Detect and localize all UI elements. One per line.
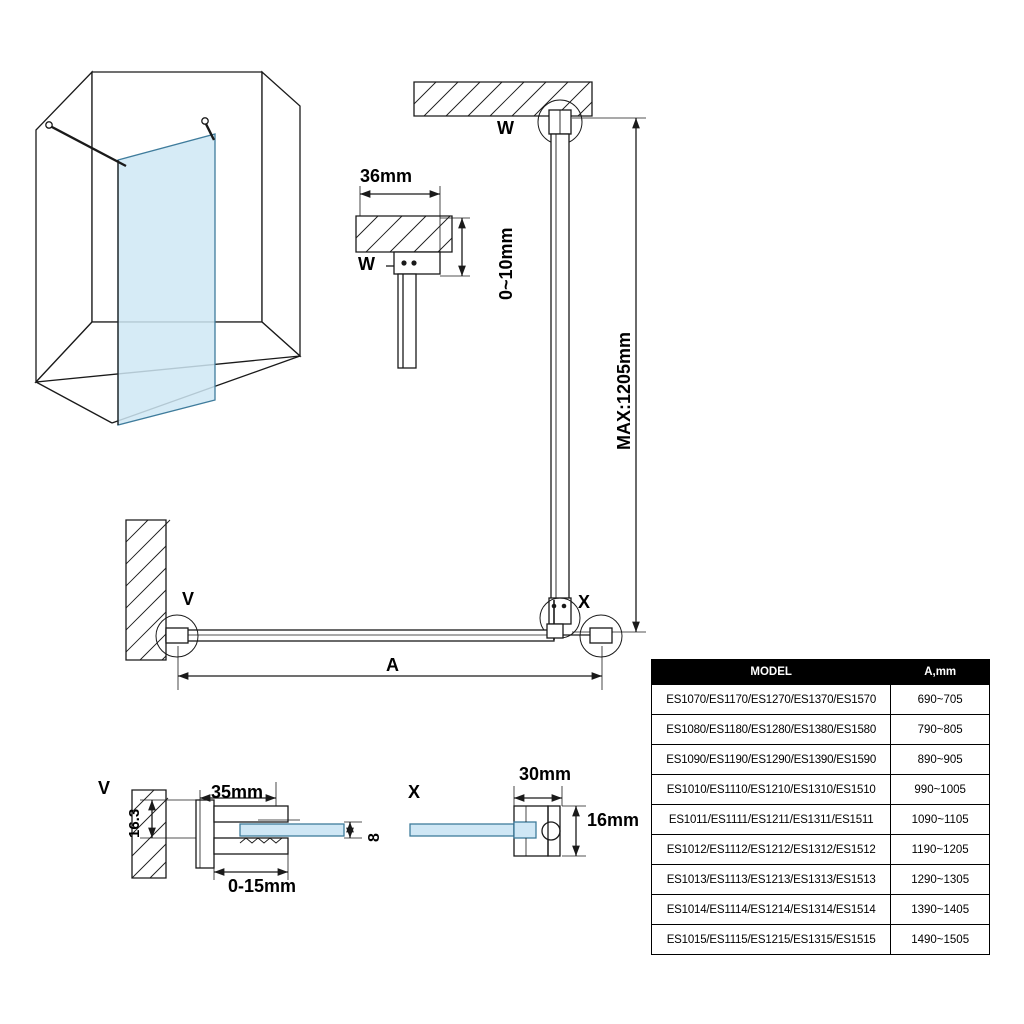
table-row bbox=[652, 745, 990, 775]
marker-w-top-label: W bbox=[497, 118, 514, 138]
table-header-model: MODEL bbox=[652, 660, 891, 685]
cell-a: 1490~1505 bbox=[891, 925, 990, 955]
table-body bbox=[652, 685, 990, 955]
table-row bbox=[652, 685, 990, 715]
dim-x-bracket-width-label: 30mm bbox=[519, 764, 572, 784]
table-row bbox=[652, 715, 990, 745]
plan-view bbox=[126, 520, 622, 690]
cell-a: 690~705 bbox=[891, 685, 990, 715]
dim-v-profile-depth-label: 35mm bbox=[211, 782, 264, 802]
table-row bbox=[652, 895, 990, 925]
cell-model: ES1010/ES1110/ES1210/ES1310/ES1510 bbox=[652, 775, 891, 805]
dim-x-bracket-height-label: 16mm bbox=[587, 810, 640, 830]
cell-a: 890~905 bbox=[891, 745, 990, 775]
dim-glass-thickness-label: 8 bbox=[366, 833, 383, 842]
cell-model: ES1080/ES1180/ES1280/ES1380/ES1580 bbox=[652, 715, 891, 745]
cell-model: ES1090/ES1190/ES1290/ES1390/ES1590 bbox=[652, 745, 891, 775]
dim-profile-width-label: 36mm bbox=[360, 166, 413, 186]
cell-model: ES1013/ES1113/ES1213/ES1313/ES1513 bbox=[652, 865, 891, 895]
table-row bbox=[652, 835, 990, 865]
cell-model: ES1014/ES1114/ES1214/ES1314/ES1514 bbox=[652, 895, 891, 925]
isometric-view bbox=[36, 72, 300, 425]
dim-wall-gap-label: 0~10mm bbox=[496, 227, 516, 300]
table-header-a: A,mm bbox=[891, 660, 990, 685]
cell-model: ES1015/ES1115/ES1215/ES1315/ES1515 bbox=[652, 925, 891, 955]
table-row bbox=[652, 865, 990, 895]
table-row bbox=[652, 805, 990, 835]
model-specification-table bbox=[651, 659, 990, 955]
cell-a: 790~805 bbox=[891, 715, 990, 745]
w-detail-view bbox=[356, 186, 470, 368]
x-detail-view bbox=[410, 786, 586, 856]
dim-v-offset-label: 16.3 bbox=[126, 808, 143, 838]
dim-max-height-label: MAX:1205mm bbox=[614, 331, 634, 450]
dim-plan-span-label: A bbox=[386, 655, 399, 675]
cell-a: 1190~1205 bbox=[891, 835, 990, 865]
cell-a: 1090~1105 bbox=[891, 805, 990, 835]
marker-v-plan-label: V bbox=[182, 589, 195, 609]
dim-adjust-range-label: 0-15mm bbox=[228, 876, 297, 896]
cell-model: ES1011/ES1111/ES1211/ES1311/ES1511 bbox=[652, 805, 891, 835]
marker-x-detail-label: X bbox=[408, 782, 421, 802]
marker-w-side-label: W bbox=[358, 254, 375, 274]
elevation-view bbox=[414, 82, 646, 638]
marker-v-detail-label: V bbox=[98, 778, 111, 798]
cell-a: 1290~1305 bbox=[891, 865, 990, 895]
table-row bbox=[652, 775, 990, 805]
cell-a: 1390~1405 bbox=[891, 895, 990, 925]
table-row bbox=[652, 925, 990, 955]
cell-model: ES1070/ES1170/ES1270/ES1370/ES1570 bbox=[652, 685, 891, 715]
table-header-row bbox=[652, 660, 990, 685]
cell-model: ES1012/ES1112/ES1212/ES1312/ES1512 bbox=[652, 835, 891, 865]
marker-x-plan-label: X bbox=[578, 592, 591, 612]
cell-a: 990~1005 bbox=[891, 775, 990, 805]
